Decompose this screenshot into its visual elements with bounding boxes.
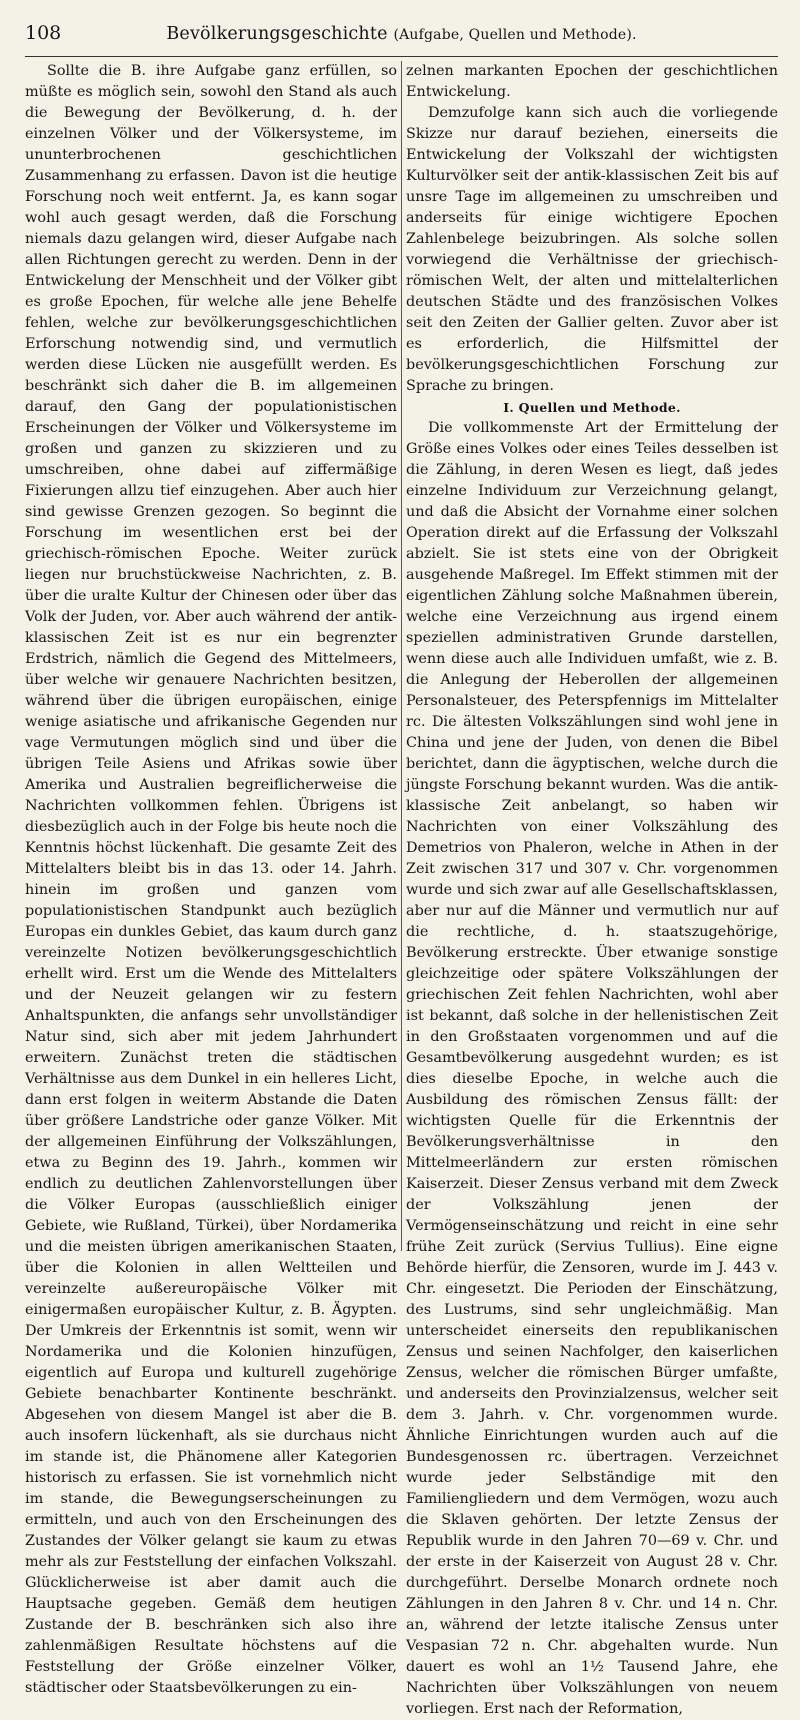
running-title-main: Bevölkerungsgeschichte (166, 24, 388, 44)
running-header (25, 22, 778, 57)
right-paragraph-2: Demzufolge kann sich auch die vorliegende Skizze nur darauf beziehen, einerseits die Entwickelung der Volkszahl der wichtigsten Kulturvölker seit der antik-klassischen Zeit bis auf unsre Tage im allgemeinen zu umschreiben und anderseits für einige wichtigere Epochen Zahlenbelege beizubringen. Als solche sollen vorwiegend die Verhältnisse der griechisch-römischen Welt, der alten und mittelalterlichen deutschen Städte und des französischen Volkes seit den Zeiten der Gallier gelten. Zuvor aber ist es erforderlich, die Hilfsmittel der bevölkerungsgeschichtlichen Forschung zur Sprache zu bringen. (406, 105, 778, 394)
text-columns (25, 61, 778, 1717)
right-column (401, 61, 778, 1717)
running-title-sub: (Aufgabe, Quellen und Methode). (393, 27, 637, 43)
section-heading: I. Quellen und Methode. (503, 400, 681, 415)
left-column (25, 61, 401, 1696)
right-paragraph-3: Die vollkommenste Art der Ermittelung der Größe eines Volkes oder eines Teiles desselben ist die Zählung, in deren Wesen es liegt, daß jedes einzelne Individuum zur Verzeichnung gelangt, und daß die Absicht der Vornahme einer solchen Operation direkt auf die Erfassung der Volkszahl abzielt. Sie ist stets eine von der Obrigkeit ausgehende Maßregel. Im Effekt stimmen mit der eigentlichen Zählung solche Maßnahmen überein, welche eine Verzeichnung aus irgend einem speziellen administrativen Grunde darstellen, wenn diese auch alle Individuen umfaßt, wie z. B. die Anlegung der Heberollen der allgemeinen Personalsteuer, des Peterspfennigs im Mittelalter rc. Die ältesten Volkszählungen sind wohl jene in China und jene der Juden, von denen die Bibel berichtet, dann die ägyptischen, welche durch die jüngste Forschung bekannt wurden. Was die antik-klassische Zeit anbelangt, so haben wir Nachrichten von einer Volkszählung des Demetrios von Phaleron, welche in Athen in der Zeit zwischen 317 und 307 v. Chr. vorgenommen wurde und sich zwar auf alle Gesellschaftsklassen, aber nur auf die Männer und vermutlich nur auf die rechtliche, d. h. staatszugehörige, Bevölkerung erstreckte. Über etwanige sonstige gleichzeitige oder spätere Volkszählungen der griechischen Zeit fehlen Nachrichten, wohl aber ist bekannt, daß solche in der hellenistischen Zeit in den Großstaaten vorgenommen und auf die Gesamtbevölkerung ausgedehnt wurden; es ist dies dieselbe Epoche, in welche auch die Ausbildung des römischen Zensus fällt: der wichtigsten Quelle für die Erkenntnis der Bevölkerungsverhältnisse in den Mittelmeerländern zur ersten römischen Kaiserzeit. Dieser Zensus verband mit dem Zweck der Volkszählung jenen der Vermögenseinschätzung und reicht in eine sehr frühe Zeit zurück (Servius Tullius). Eine eigne Behörde hierfür, die Zensoren, wurde im J. 443 v. Chr. eingesetzt. Die Perioden der Einschätzung, des Lustrums, sind sehr ungleichmäßig. Man unterscheidet einerseits den republikanischen Zensus und seinen Nachfolger, den kaiserlichen Zensus, welcher die römischen Bürger umfaßte, und anderseits den Provinzialzensus, welcher seit dem 3. Jahrh. v. Chr. vorgenommen wurde. Ähnliche Einrichtungen wurden auch auf die Bundesgenossen rc. übertragen. Verzeichnet wurde jeder Selbständige mit den Familiengliedern und dem Vermögen, wozu auch die Sklaven gehörten. Der letzte Zensus der Republik wurde in den Jahren 70—69 v. Chr. und der erste in der Kaiserzeit von August 28 v. Chr. durchgeführt. Derselbe Monarch ordnete noch Zählungen in den Jahren 8 v. Chr. und 14 n. Chr. an, während der letzte italische Zensus unter Vespasian 72 n. Chr. abgehalten wurde. Nun dauert es wohl an 1½ Tausend Jahre, ehe Nachrichten über Volkszählungen von neuem vorliegen. Erst nach der Reformation, (406, 420, 778, 1717)
right-paragraph-1: zelnen markanten Epochen der geschichtlichen Entwickelung. (406, 63, 778, 100)
page-number: 108 (25, 22, 62, 44)
running-title (83, 24, 778, 44)
left-paragraph-1: Sollte die B. ihre Aufgabe ganz erfüllen, so müßte es möglich sein, sowohl den Stand als auch die Bewegung der Bevölkerung, d. h. der einzelnen Völker und der Völkersysteme, im ununterbrochenen geschichtlichen Zusammenhang zu erfassen. Davon ist die heutige Forschung noch weit entfernt. Ja, es kann sogar wohl auch gesagt werden, daß die Forschung niemals dazu gelangen wird, dieser Aufgabe nach allen Richtungen gerecht zu werden. Denn in der Entwickelung der Menschheit und der Völker gibt es große Epochen, für welche alle jene Behelfe fehlen, welche zur bevölkerungsgeschichtlichen Erforschung notwendig sind, und vermutlich werden diese Lücken nie ausgefüllt werden. Es beschränkt sich daher die B. im allgemeinen darauf, den Gang der populationistischen Erscheinungen der Völker und Völkersysteme im großen und ganzen zu skizzieren und zu umschreiben, ohne dabei auf ziffermäßige Fixierungen allzu tief einzugehen. Aber auch hier sind gewisse Grenzen gezogen. So beginnt die Forschung im wesentlichen erst bei der griechisch-römischen Epoche. Weiter zurück liegen nur bruchstückweise Nachrichten, z. B. über die uralte Kultur der Chinesen oder über das Volk der Juden, vor. Aber auch während der antik-klassischen Zeit ist es nur ein begrenzter Erdstrich, nämlich die Gegend des Mittelmeers, über welche wir genauere Nachrichten besitzen, während über die übrigen europäischen, einige wenige asiatische und afrikanische Gegenden nur vage Vermutungen möglich sind und über die übrigen Teile Asiens und Afrikas sowie über Amerika und Australien begreiflicherweise die Nachrichten vollkommen fehlen. Übrigens ist diesbezüglich auch in der Folge bis heute noch die Kenntnis höchst lückenhaft. Die gesamte Zeit des Mittelalters bleibt bis in das 13. oder 14. Jahrh. hinein im großen und ganzen vom populationistischen Standpunkt auch bezüglich Europas ein dunkles Gebiet, das kaum durch ganz vereinzelte Notizen bevölkerungsgeschichtlich erhellt wird. Erst um die Wende des Mittelalters und der Neuzeit gelangen wir zu festern Anhaltspunkten, die anfangs sehr unvollständiger Natur sind, sich aber mit jedem Jahrhundert erweitern. Zunächst treten die städtischen Verhältnisse aus dem Dunkel in ein helleres Licht, dann erst folgen in weiterm Abstande die Daten über größere Landstriche oder ganze Völker. Mit der allgemeinen Einführung der Volkszählungen, etwa zu Beginn des 19. Jahrh., kommen wir endlich zu deutlichen Zahlenvorstellungen über die Völker Europas (ausschließlich einiger Gebiete, wie Rußland, Türkei), über Nordamerika und die meisten übrigen amerikanischen Staaten, über die Kolonien in allen Weltteilen und vereinzelte außereuropäische Völker mit einigermaßen europäischer Kultur, z. B. Ägypten. Der Umkreis der Erkenntnis ist somit, wenn wir Nordamerika und die Kolonien hinzufügen, eigentlich auf Europa und kulturell zugehörige Gebiete benachbarter Kontinente beschränkt. Abgesehen von diesem Mangel ist aber die B. auch insofern lückenhaft, als sie durchaus nicht im stande ist, die Phänomene aller Kategorien historisch zu erfassen. Sie ist vornehmlich nicht im stande, die Bewegungserscheinungen zu ermitteln, und auch von den Erscheinungen des Zustandes der Völker gelangt sie kaum zu etwas mehr als zur Feststellung der einfachen Volkszahl. Glücklicherweise ist aber damit auch die Hauptsache gegeben. Gemäß dem heutigen Zustande der B. beschränken sich also ihre zahlenmäßigen Resultate höchstens auf die Feststellung der Größe einzelner Völker, städtischer oder Staatsbevölkerungen zu ein- (25, 63, 397, 1696)
